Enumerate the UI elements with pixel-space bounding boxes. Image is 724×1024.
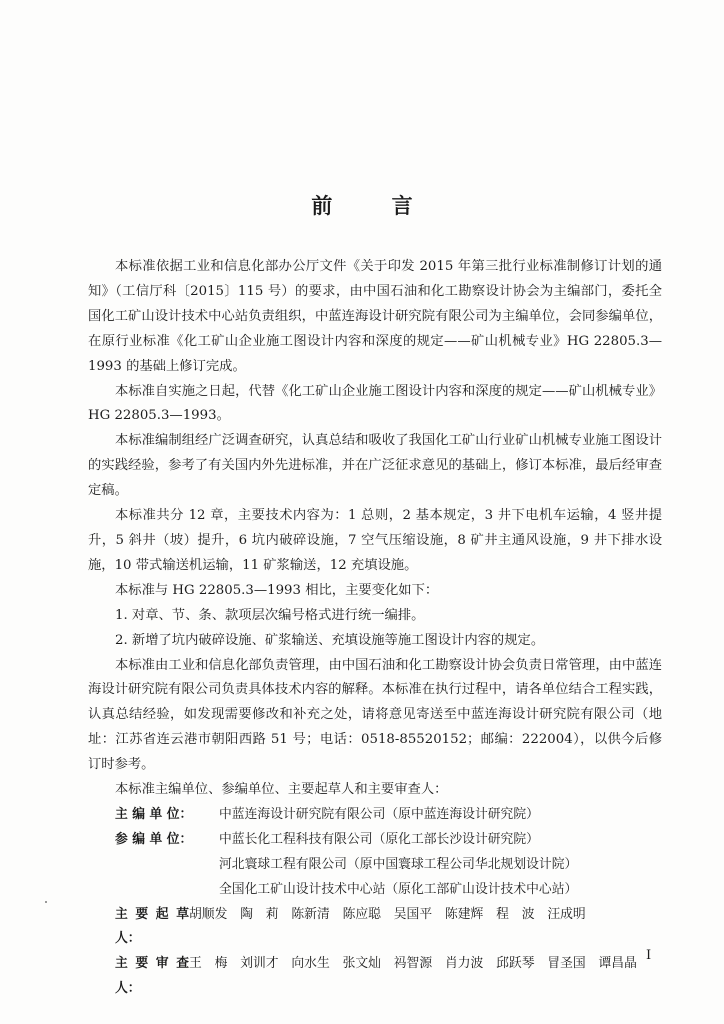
scan-speck — [45, 901, 47, 903]
participating-unit-label: 参 编 单 位： — [115, 831, 193, 847]
reviewers-row — [88, 952, 662, 1002]
chief-unit-label: 主 编 单 位： — [115, 806, 193, 822]
paragraph-drafting-intro: 本标准主编单位、参编单位、主要起草人和主要审查人： — [115, 782, 448, 798]
page-title: 前 言 — [311, 194, 439, 218]
paragraph-contents: 本标准共分 12 章，主要技术内容为：1 总则，2 基本规定，3 井下电机车运输，4 竖井提升，5 斜井（坡）提升，6 坑内破碎设施，7 空气压缩设施，8 矿井主通风设施，9 井下排水设施，10 带式输送机运输，11 矿浆输送，12 充填设施。 — [88, 508, 662, 573]
participating-unit-row — [88, 853, 662, 878]
paragraph-replacement: 本标准自实施之日起，代替《化工矿山企业施工图设计内容和深度的规定——矿山机械专业》HG 22805.3—1993。 — [88, 383, 662, 424]
change-item: 2. 新增了坑内破碎设施、矿浆输送、充填设施等施工图设计内容的规定。 — [115, 632, 545, 648]
paragraph-management: 本标准由工业和信息化部负责管理，由中国石油和化工勘察设计协会负责日常管理，由中蓝连海设计研究院有限公司负责具体技术内容的解释。本标准在执行过程中，请各单位结合工程实践，认真总结经验，如发现需要修改和补充之处，请将意见寄送至中蓝连海设计研究院有限公司（地址：江苏省连云港市朝阳西路 51 号；电话：0518-85520152；邮编：222004），以供今后修订时参考。 — [88, 657, 662, 773]
paragraph-changes-intro: 本标准与 HG 22805.3—1993 相比，主要变化如下： — [115, 582, 439, 598]
chief-unit-value: 中蓝连海设计研究院有限公司（原中蓝连海设计研究院） — [219, 806, 539, 822]
chief-unit-row — [88, 803, 662, 828]
participating-unit-row — [88, 878, 662, 903]
drafters-row — [88, 903, 662, 953]
reviewers-label: 主要审查人： — [115, 956, 189, 997]
participating-unit-value: 河北寰球工程有限公司（原中国寰球工程公司华北规划设计院） — [219, 856, 578, 872]
paragraph-research: 本标准编制组经广泛调查研究，认真总结和吸收了我国化工矿山行业矿山机械专业施工图设计的实践经验，参考了有关国内外先进标准，并在广泛征求意见的基础上，修订本标准，最后经审查定稿。 — [88, 433, 662, 499]
change-item: 1. 对章、节、条、款项层次编号格式进行统一编排。 — [115, 607, 425, 623]
paragraph-basis: 本标准依据工业和信息化部办公厅文件《关于印发 2015 年第三批行业标准制修订计划的通知》（工信厅科〔2015〕115 号）的要求，由中国石油和化工勘察设计协会为主编部门，委托全国化工矿山设计技术中心站负责组织，中蓝连海设计研究院有限公司为主编单位，会同参编单位，在原行业标准《化工矿山企业施工图设计内容和深度的规定——矿山机械专业》HG 22805.3—1993 的基础上修订完成。 — [88, 259, 662, 374]
participating-unit-row — [88, 828, 662, 853]
participating-unit-value: 全国化工矿山设计技术中心站（原化工部矿山设计技术中心站） — [219, 881, 578, 897]
reviewers-names: 王 梅 刘训才 向水生 张文灿 祃智源 肖力波 邱跃琴 冒圣国 谭昌晶 — [189, 956, 637, 972]
page-number: I — [646, 948, 652, 963]
participating-unit-value: 中蓝长化工程科技有限公司（原化工部长沙设计研究院） — [219, 831, 539, 847]
drafters-names: 胡顺发 陶 莉 陈新清 陈应聪 吴国平 陈建辉 程 波 汪成明 — [189, 906, 586, 922]
drafters-label: 主要起草人： — [115, 906, 189, 947]
preface-body — [88, 255, 662, 1002]
